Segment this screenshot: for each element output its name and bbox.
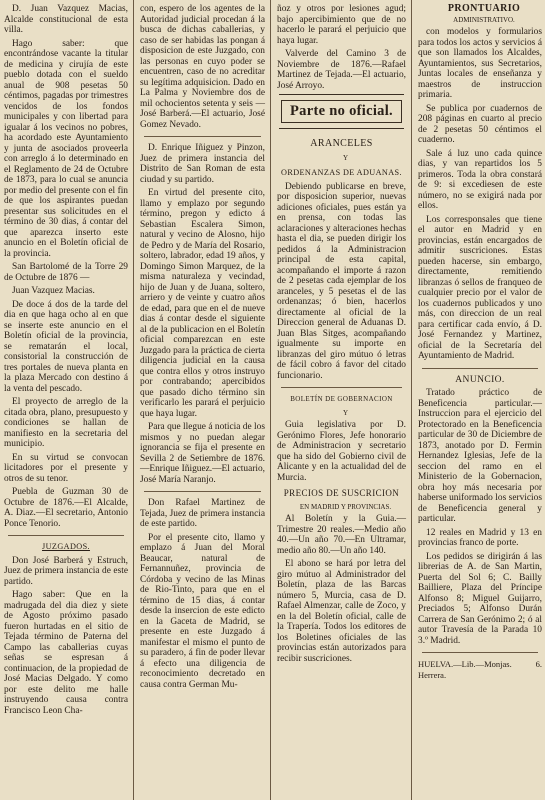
prontuario-price: Se publica por cuadernos de 208 páginas en cuarto al precio de 2 pesetas 50 céntimos el cuaderno. — [418, 103, 542, 145]
boletin-heading: BOLETÍN DE GOBERNACION — [290, 395, 393, 403]
summons-continued: ñoz y otros por lesiones agud; bajo apercibimiento que de no hacerlo le parará el perjuicio que haya lugar. — [277, 4, 406, 46]
divider — [8, 535, 124, 536]
tratado-price: 12 reales en Madrid y 13 en provincias franco de porte. — [418, 527, 542, 548]
prontuario-desc: con modelos y formularios para todos los actos y servicios á que son llamados los Alcaldes, Ayuntamientos, sus Secretarios, Juntas locales de enseñanza y maestros de instruccion primaria. — [418, 27, 542, 100]
divider — [281, 387, 402, 388]
puebla-signature: Puebla de Guzman 30 de Octubre de 1876.—El Alcalde, A. Diaz.—El secretario, Antonio Ponce Tenorio. — [4, 487, 128, 529]
prontuario-schedule: Sale á luz uno cada quince dias, y van repartidos los 5 primeros. Toda la obra constará de 9: si excediesen de este número, no se exigirá nada por ellos. — [418, 148, 542, 211]
column-rule — [411, 0, 412, 800]
aranceles-text: Debiendo publicarse en breve, por disposicion superior, nuevas adiciones oficiales, pues están ya en prensa, con todas las aclaraciones y alteraciones hechas hasta el dia, se pueden dirigir los pedidos á la Administracion principal de esta capital, acompañando el importe á razon de 2 pesetas cada ejemplar de los aranceles, y 5 pesetas el de las ordenanzas; ó bien, hacerlos directamente al oficial de la Direccion general de Aduanas D. Juan Blas Sitges, acompañando igualmente su importe en libranzas del giro mútuo ó letras de fácil cobro á favor del citado funcionario. — [277, 181, 406, 381]
precios-subheading: EN MADRID Y PROVINCIAS. — [299, 502, 392, 511]
theft-notice-continued: con, espero de los agentes de la Autoridad judicial procedan á la busca de dichas caballerias, y caso de ser habidas las pongan á disposicion de este Juzgado, con las personas en cuyo poder se encuentren, caso de no acreditar su legítima adquisicion. Dado en La Palma y Noviembre dos de mil ochocientos setenta y seis — José Barberá.—El actuario, José Gomez Nevado. — [140, 4, 265, 130]
column-1 — [0, 0, 131, 800]
summons-closing: Para que llegue á noticia de los mismos y no puedan alegar ignorancia se fija el presente en Sevilla 2 de Setiembre de 1876.—Enrique Iñiguez.—El actuario, José María Naranjo. — [140, 422, 265, 485]
theft-notice: Hago saber: Que en la madrugada del dia diez y siete de Agosto próximo pasado fueron hurtadas en el sitio de Tejada término de Paterna del Campo las caballerias cuyas señas se espresan á continuacion, de la propiedad de José Macias Delgado. Y como por este delito me halle instruyendo causa contra Francisco Leon Cha- — [4, 590, 128, 716]
abono-text: El abono se hará por letra del giro mútuo al Administrador del Boletín, plaza de las Barcas número 5, Murcia, casa de D. Rafael Almenzar, calle de Zoco, y en la del Boletín oficial, calle de la Trapería. Todos los editores de los Boletines oficiales de las provincias están autorizados para recibir suscriciones. — [277, 559, 406, 664]
section-title-box — [279, 94, 404, 129]
column-4 — [414, 0, 545, 800]
summons-moral: Por el presente cito, llamo y emplazo á Juan del Moral Beaucar, natural de Fernannuñez, provincia de Córdoba y vecino de las Minas de Rio-Tinto, para que en el término de 15 dias, á contar desde la insercion de este edicto en la Gaceta de Madrid, se presente en este Juzgado á manifestar el mismo el punto de su paradero, á fin de poder llevar á efecto una diligencia de reconocimiento decretado en causa contra German Mu- — [140, 532, 265, 690]
signature: Juan Vazquez Macias. — [12, 286, 95, 296]
date-line: San Bartolomé de la Torre 29 de Octubre de 1876 — — [4, 262, 128, 283]
prontuario-subscriptions: Los corresponsales que tiene el autor en Madrid y en provincias, están encargados de admitir suscriciones. Estas pueden hacerse, sin embargo, directamente, remitiendo libranzas ó sellos de franqueo de cualquier precio por el valor de los cuadernos publicados y uno más, con direccion de un real para certificar cada envío, á D. José Fernandez y Martinez, oficial de la Secretaría del Ayuntamiento de Madrid. — [418, 214, 542, 361]
aranceles-y: Y — [342, 153, 349, 162]
precios-heading: PRECIOS DE SUSCRICION — [283, 488, 400, 498]
divider — [422, 652, 538, 653]
project-text: El proyecto de arreglo de la citada obra, plano, presupuesto y condiciones se hallan de manifiesto en la secretaria del municipio. — [4, 397, 128, 449]
medicine-vacancy-text: Hago saber: que encontrándose vacante la titular de medicina y cirujía de este pueblo dotada con el sueldo anual de 908 pesetas 50 céntimos, pagadas por trimestres vencidos de los fondos municipales y con libertad para igualar á los vecinos no pobres, ha acordado este Ayuntamiento y junta de asociados proveerla con arreglo á lo determinado en el Reglamento de 24 de Octubre de 1873, para lo cual se anuncia por medio del presente con el fin de que los aspirantes puedan presentar sus solicitudes en el término de 30 dias, á contar del que aparezca inserto este anuncio en el Boletín oficial de la provincia. — [4, 38, 128, 259]
column-3 — [273, 0, 409, 800]
tratado-text: Tratado práctico de Beneficencia particular.—Instruccion para el ejercicio del Protectorado en la Beneficencia particular de 30 de Diciembre de 1873, anotado por D. Fermin Hernandez Iglesias, Jefe de la seccion del ramo en el Ministerio de la Gobernacion, obra hoy más necesaria por haberse uniformado los servicios de Beneficencia general y particular. — [418, 388, 542, 524]
announcement-header: D. Juan Vazquez Macias, Alcalde constitucional de esta villa. — [4, 4, 128, 35]
printer-footer: HUELVA.—Lib.—Monjas. 6. Herrera. — [418, 659, 542, 680]
precios-text: Al Boletín y la Guia.—Trimestre 20 reales.—Medio año 40.—Un año 70.—En Ultramar, medio año 80.—Un año 140. — [277, 514, 406, 556]
valverde-signature: Valverde del Camino 3 de Noviembre de 1876.—Rafael Martinez de Tejada.—El actuario, José Arroyo. — [277, 49, 406, 91]
judge-intro-iniguez: D. Enrique Iñiguez y Pinzon, Juez de primera instancia del Distrito de San Roman de esta ciudad y su partido. — [140, 143, 265, 185]
anuncio-heading: ANUNCIO. — [455, 374, 505, 385]
divider — [422, 368, 538, 369]
column-rule — [133, 0, 134, 800]
judge-intro: Don José Barberá y Estruch, Juez de primera instancia de este partido. — [4, 555, 128, 587]
prontuario-subtitle: ADMINISTRATIVO. — [453, 15, 515, 24]
prontuario-title: PRONTUARIO — [447, 3, 521, 14]
ordenanzas-heading: ORDENANZAS DE ADUANAS. — [281, 168, 402, 177]
section-heading-juzgados: JUZGADOS. — [42, 542, 90, 551]
aranceles-heading: ARANCELES — [310, 138, 373, 149]
column-rule — [270, 0, 271, 800]
section-title: Parte no oficial. — [281, 100, 402, 123]
auction-text: De doce á dos de la tarde del dia en que haga ocho al en que se inserte este anuncio en el Boletín oficial de la provincia, se rematarán el local, consistorial la construcción de tres portales de nueva planta en la plaza Mercado con destino á la venta del pescado. — [4, 299, 128, 394]
judge-intro-tejada: Don Rafael Martinez de Tejada, Juez de primera instancia de este partido. — [140, 498, 265, 529]
boletin-y: Y — [342, 408, 349, 417]
divider — [144, 136, 261, 137]
divider — [144, 491, 261, 492]
guia-text: Guia legislativa por D. Gerónimo Flores, Jefe honorario de Administracion y secretario que ha sido del Gobierno civil de Alicante y en la actualidad del de Murcia. — [277, 420, 406, 483]
column-2 — [136, 0, 268, 800]
summons-text: En virtud del presente cito, llamo y emplazo por segundo término, pregon y edicto á Sebastian Escalera Simon, natural y vecino de Alosno, hijo de Pedro y de María del Rosario, soltero, labrador, edad 19 años, y Domingo Simon Marquez, de la misma naturaleza y vecindad, hijo de Juan y de Juana, soltero, arriero y de veinte y cuatro años de edad, para que en el de nueve dias á contar desde el siguiente al de la publicacion en el Boletín oficial comparezcan en este Juzgado para la práctica de cierta diligencia judicial en la causa que contra ellos y otros instruyo por contrabando; apercibidos que pasado dicho término sin verificarlo les parará el perjuicio que haya lugar. — [140, 188, 265, 419]
bidders-text: En su virtud se convocan licitadores por el presente y otros de su tenor. — [4, 452, 128, 484]
pedidos-text: Los pedidos se dirigirán á las librerias de A. de San Martin, Puerta del Sol 6; C. Bailly Bailliere, Plaza del Príncipe Alfonso 8; Miguel Guijarro, Preciados 5; Alfonso Durán Carrera de San Gerónimo 2; ó al autor Travesía de la Parada 10 3.º Madrid. — [418, 551, 542, 646]
